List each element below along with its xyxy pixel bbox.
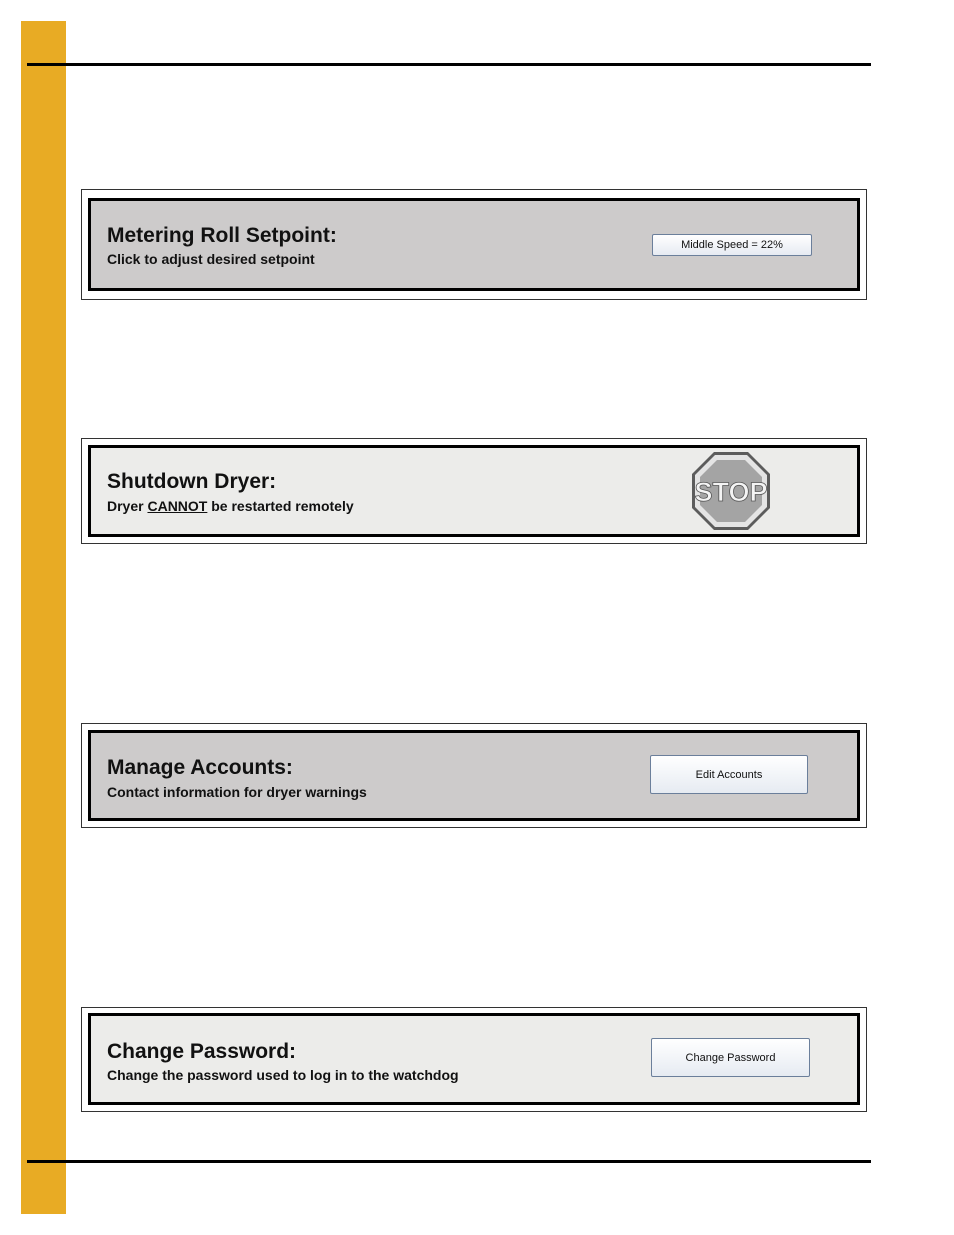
side-color-tab xyxy=(21,21,66,1214)
metering-roll-panel-body xyxy=(88,198,860,291)
manage-accounts-subtitle: Contact information for dryer warnings xyxy=(107,784,367,800)
stop-sign-text: STOP xyxy=(694,477,768,507)
stop-sign-icon[interactable] xyxy=(691,451,771,531)
manage-accounts-title: Manage Accounts: xyxy=(107,756,293,779)
shutdown-dryer-title: Shutdown Dryer: xyxy=(107,470,277,493)
metering-speed-button[interactable]: Middle Speed = 22% xyxy=(652,234,812,256)
metering-roll-panel xyxy=(81,189,867,300)
bottom-rule xyxy=(27,1160,871,1163)
edit-accounts-button[interactable]: Edit Accounts xyxy=(650,755,808,794)
change-password-panel-body xyxy=(88,1013,860,1105)
change-password-subtitle: Change the password used to log in to the watchdog xyxy=(107,1067,459,1083)
shutdown-dryer-subtitle xyxy=(107,498,354,514)
manage-accounts-panel xyxy=(81,723,867,828)
change-password-title: Change Password: xyxy=(107,1040,297,1063)
shutdown-dryer-panel xyxy=(81,438,867,544)
metering-roll-title: Metering Roll Setpoint: xyxy=(107,224,337,247)
shutdown-subtitle-emphasis: CANNOT xyxy=(147,498,208,514)
shutdown-subtitle-prefix: Dryer xyxy=(107,498,148,514)
metering-roll-subtitle: Click to adjust desired setpoint xyxy=(107,251,315,267)
change-password-panel xyxy=(81,1007,867,1112)
change-password-button[interactable]: Change Password xyxy=(651,1038,810,1077)
shutdown-dryer-panel-body xyxy=(88,445,860,537)
manage-accounts-panel-body xyxy=(88,730,860,821)
top-rule xyxy=(27,63,871,66)
shutdown-subtitle-suffix: be restarted remotely xyxy=(207,498,354,514)
